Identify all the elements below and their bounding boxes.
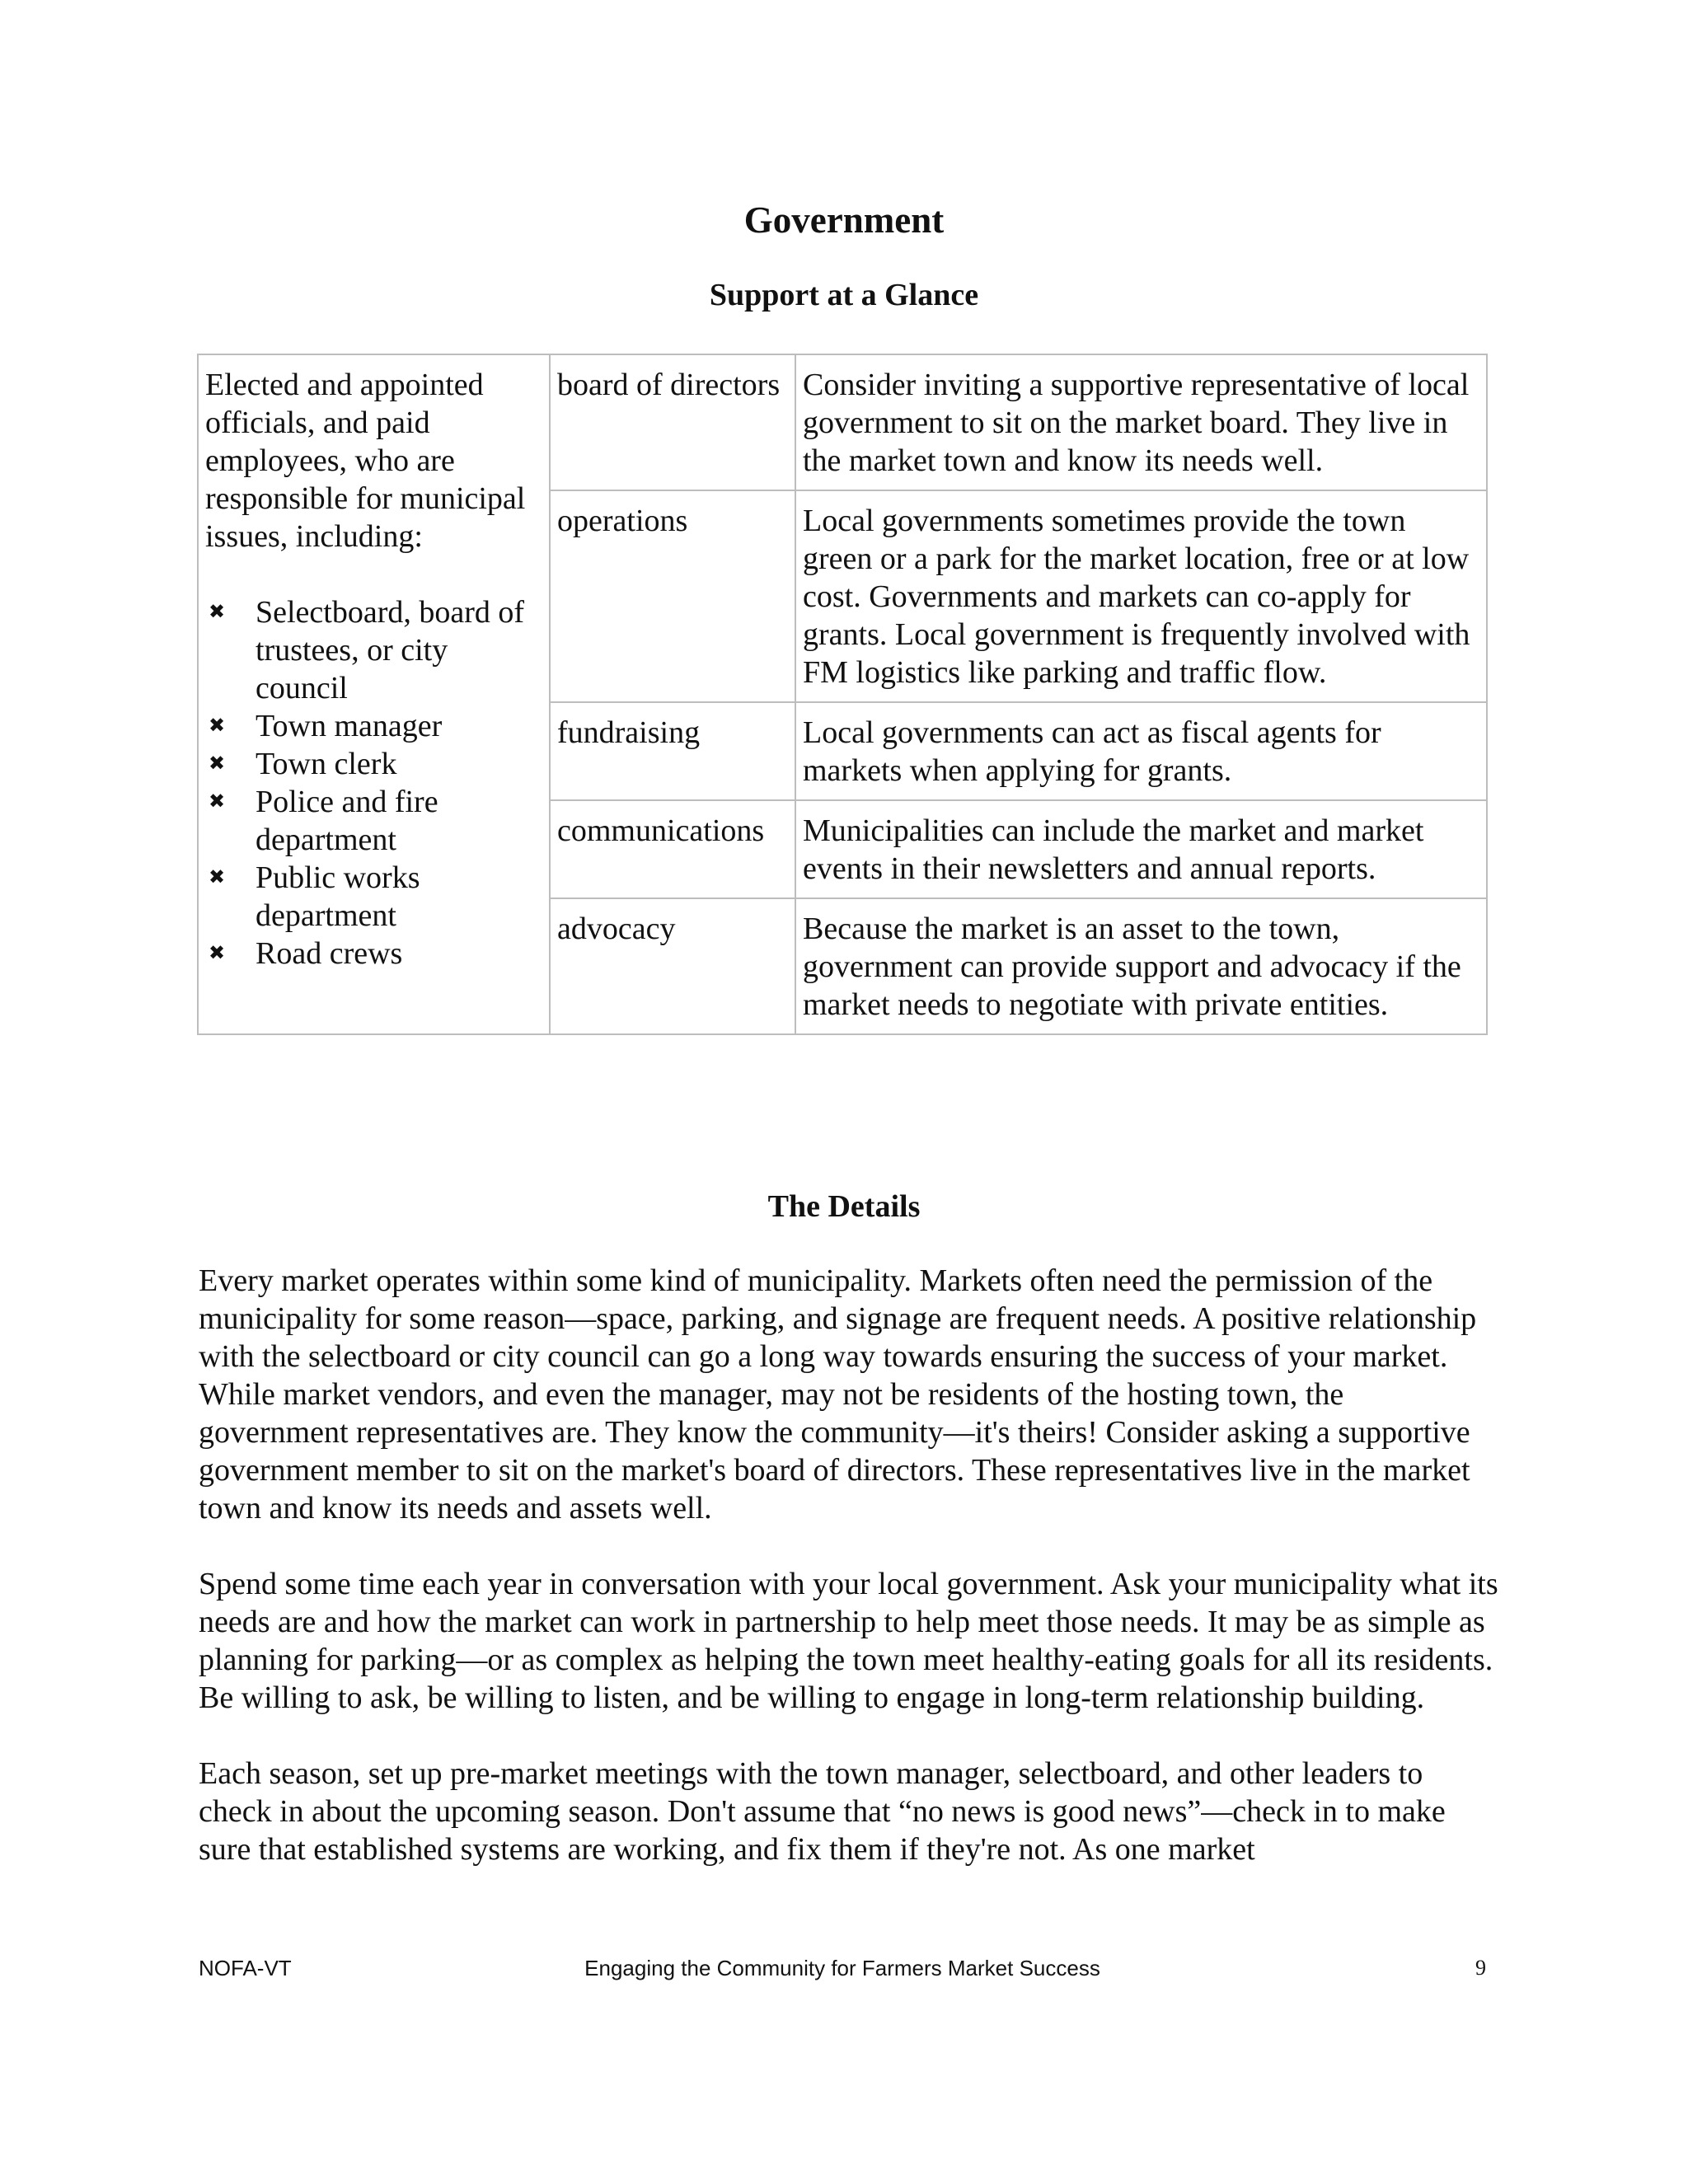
area-cell: fundraising [550,702,795,800]
x-bullet-icon: ✖ [209,753,226,775]
paragraph: Every market operates within some kind of municipality. Markets often need the permission of the municipality for some reason—space, parking, and signage are frequent needs. A positive relationship with the selectboard or city council can go a long way towards ensuring the success of your market. While market vendors, and even the manager, may not be residents of the hosting town, the government representatives are. They know the community—it's theirs! Consider asking a supportive government member to sit on the market's board of directors. These representatives live in the market town and know its needs and assets well. [199,1263,1477,1526]
officials-list [205,593,542,972]
section-subtitle: Support at a Glance [709,278,979,312]
list-item: ✖ Public works department [209,860,420,933]
paragraph: Spend some time each year in conversation with your local government. Ask your municipality what its needs are and how the market can work in partnership to help meet those needs. It may be as simple as planning for parking—or as complex as helping the town meet healthy-eating goals for all its residents. Be willing to ask, be willing to listen, and be willing to engage in long-term relationship building. [199,1567,1498,1715]
list-item: ✖ Town manager [209,709,443,743]
list-item: ✖ Road crews [209,936,403,971]
footer-document-title: Engaging the Community for Farmers Market Success [584,1956,1100,1980]
page-title: Government [743,199,945,241]
support-at-a-glance-table [197,354,1488,1035]
area-cell: communications [550,800,795,898]
area-cell: board of directors [550,354,795,490]
list-item: ✖ Town clerk [209,747,397,781]
description-cell: Municipalities can include the market and market events in their newsletters and annual reports. [795,800,1487,898]
x-bullet-icon: ✖ [209,791,226,813]
details-heading: The Details [767,1189,921,1224]
page-footer [199,1952,1486,1985]
description-cell: Local governments can act as fiscal agents for markets when applying for grants. [795,702,1487,800]
x-bullet-icon: ✖ [209,602,226,623]
list-item: ✖ Police and fire department [209,785,438,857]
x-bullet-icon: ✖ [209,715,226,737]
officials-intro: Elected and appointed officials, and paid employees, who are responsible for municipal issues, including: [205,368,526,554]
page-number: 9 [1475,1956,1486,1980]
description-cell: Local governments sometimes provide the town green or a park for the market location, free or at low cost. Governments and markets can co-apply for grants. Local government is frequently involved with FM logistics like parking and traffic flow. [795,490,1487,702]
paragraph: Each season, set up pre-market meetings with the town manager, selectboard, and other leaders to check in about the upcoming season. Don't assume that “no news is good news”—check in to make sure that established systems are working, and fix them if they're not. As one market [199,1756,1446,1867]
officials-cell [198,354,550,1034]
table-row [198,354,1487,490]
area-cell: operations [550,490,795,702]
details-body [199,1262,1501,1906]
x-bullet-icon: ✖ [209,943,226,964]
area-cell: advocacy [550,898,795,1034]
list-item: ✖ Selectboard, board of trustees, or city council [209,595,525,705]
description-cell: Because the market is an asset to the town, government can provide support and advocacy if the market needs to negotiate with private entities. [795,898,1487,1034]
description-cell: Consider inviting a supportive representative of local government to sit on the market board. They live in the market town and know its needs well. [795,354,1487,490]
x-bullet-icon: ✖ [209,867,226,888]
footer-organization: NOFA-VT [199,1956,292,1980]
